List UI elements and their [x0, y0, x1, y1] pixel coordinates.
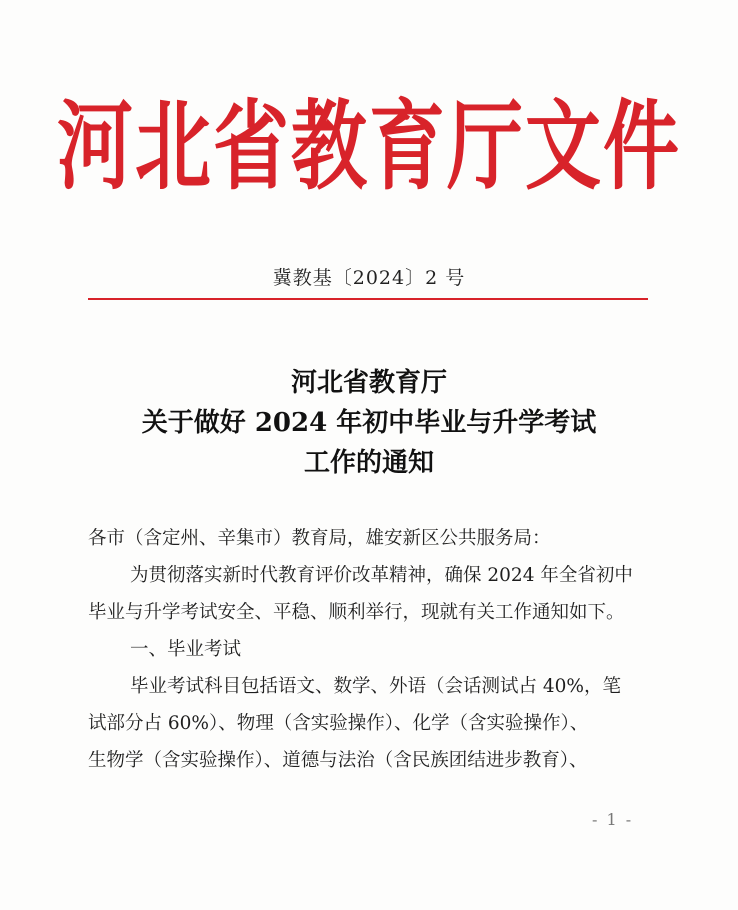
paragraph-2-line-1: 毕业考试科目包括语文、数学、外语（会话测试占 40%，笔 [130, 676, 622, 697]
document-body [88, 520, 660, 779]
title-line-2: 关于做好 2024 年初中毕业与升学考试 [141, 408, 597, 438]
section-heading-graduation-exam: 一、毕业考试 [130, 639, 242, 660]
masthead-title: 河北省教育厅文件 [57, 89, 681, 203]
notice-title [0, 363, 738, 483]
title-line-1: 河北省教育厅 [290, 368, 447, 398]
salutation: 各市（含定州、辛集市）教育局，雄安新区公共服务局： [88, 528, 551, 549]
red-separator-line [88, 298, 648, 300]
document-number: 冀教基〔2024〕2 号 [272, 267, 466, 289]
page-number: - 1 - [592, 810, 634, 829]
paragraph-1-line-1: 为贯彻落实新时代教育评价改革精神，确保 2024 年全省初中 [130, 565, 633, 586]
paragraph-2-line-2: 试部分占 60%）、物理（含实验操作）、化学（含实验操作）、 [88, 713, 589, 734]
paragraph-1-line-2: 毕业与升学考试安全、平稳、顺利举行，现就有关工作通知如下。 [88, 602, 625, 623]
title-line-3: 工作的通知 [303, 448, 434, 478]
paragraph-2-line-3: 生物学（含实验操作）、道德与法治（含民族团结进步教育）、 [88, 750, 588, 771]
